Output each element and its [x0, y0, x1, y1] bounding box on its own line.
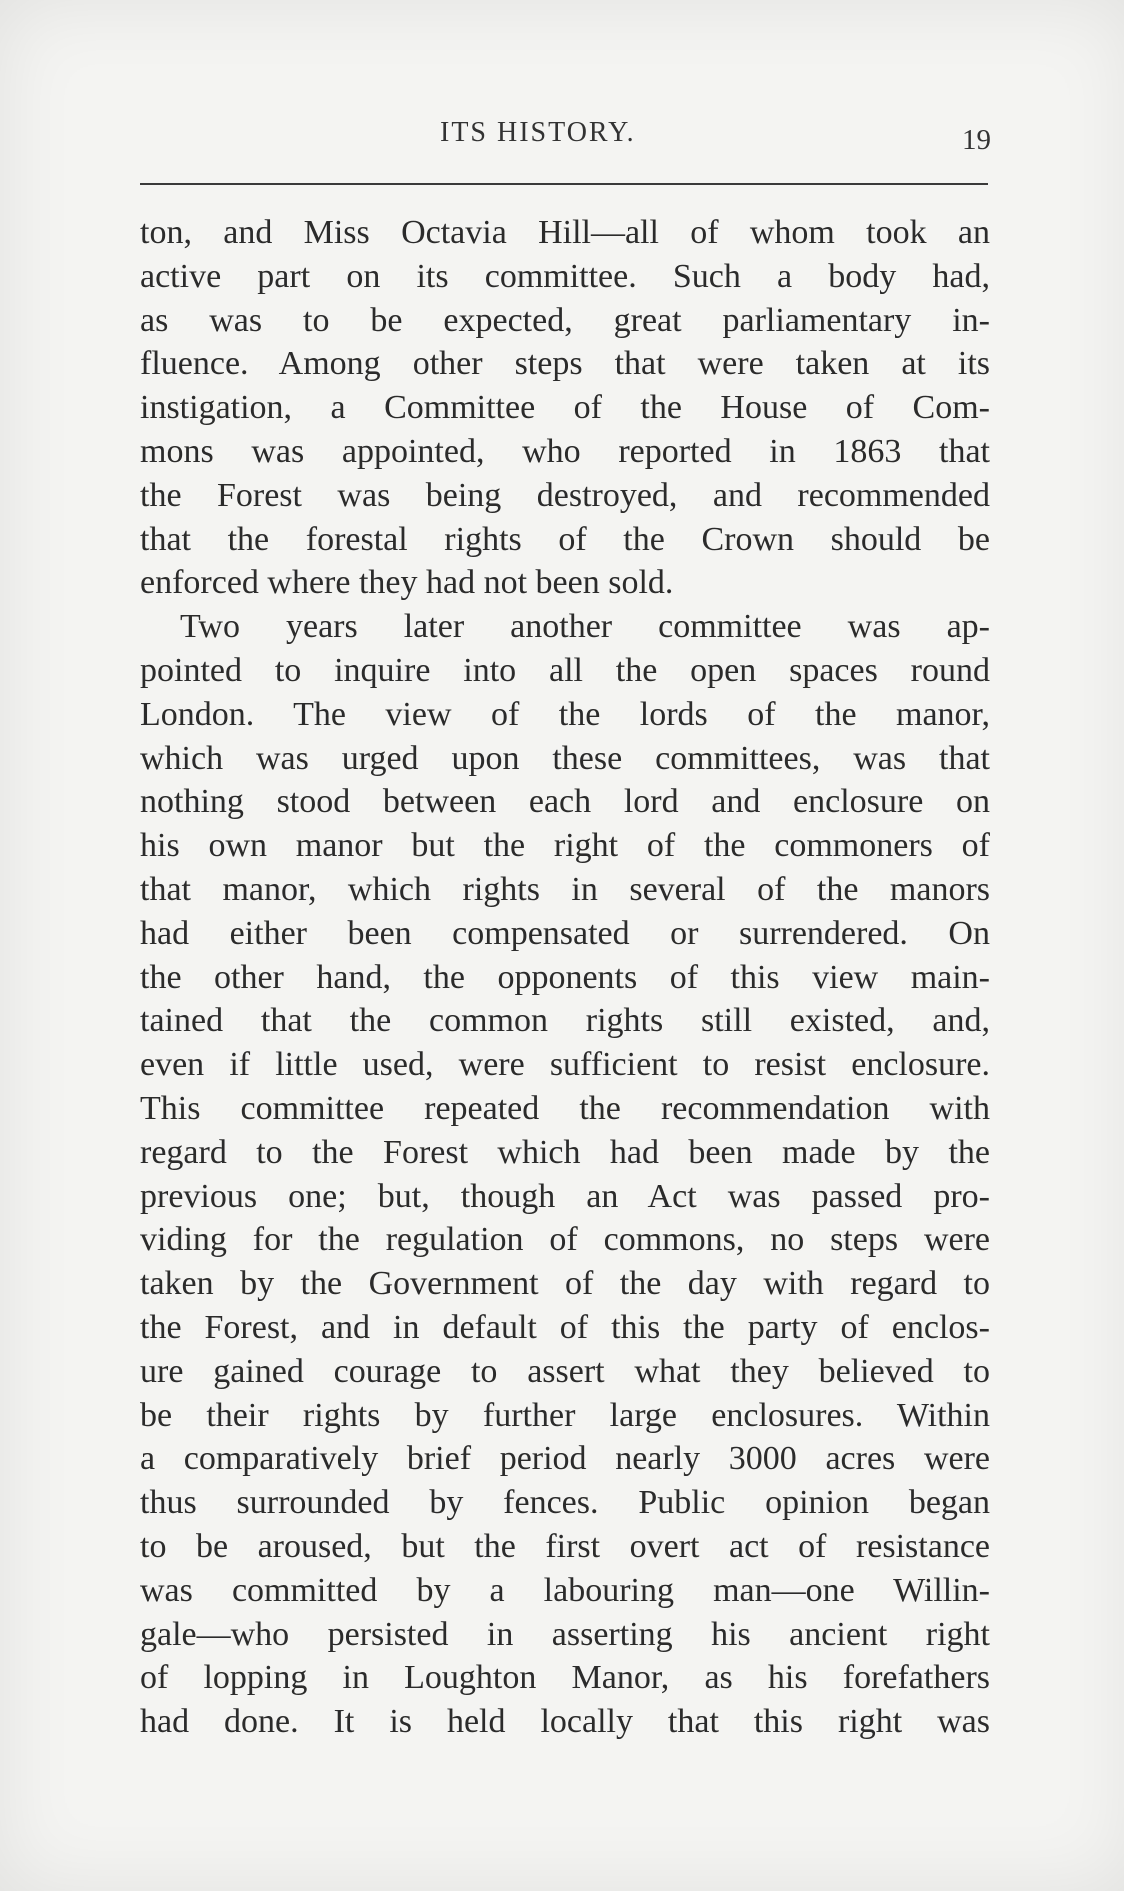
text-line: of lopping in Loughton Manor, as his forefathers — [140, 1659, 990, 1697]
running-head: ITS HISTORY. — [440, 117, 636, 148]
text-line: enforced where they had not been sold. — [140, 564, 674, 602]
text-line: fluence. Among other steps that were taken at its — [140, 345, 990, 383]
text-line: was committed by a labouring man—one Willin- — [140, 1571, 990, 1609]
text-line: ton, and Miss Octavia Hill—all of whom took an — [140, 214, 990, 251]
text-line: which was urged upon these committees, was that — [140, 739, 990, 777]
text-line: as was to be expected, great parliamentary in- — [140, 301, 990, 339]
text-line: had either been compensated or surrendered. On — [140, 914, 990, 952]
text-line: This committee repeated the recommendation with — [140, 1089, 990, 1127]
text-line: regard to the Forest which had been made by the — [140, 1133, 990, 1171]
body-text — [140, 211, 990, 1744]
header-rule — [140, 183, 988, 185]
text-line: the other hand, the opponents of this view main- — [140, 958, 990, 996]
text-line: his own manor but the right of the commoners of — [140, 827, 990, 865]
text-line: pointed to inquire into all the open spaces round — [140, 651, 990, 689]
text-line: nothing stood between each lord and enclosure on — [140, 783, 990, 821]
text-line: the Forest, and in default of this the party of enclos- — [140, 1308, 990, 1346]
paragraph-first-line: Two years later another committee was ap- — [180, 608, 990, 646]
text-line: viding for the regulation of commons, no steps were — [140, 1221, 990, 1259]
text-line: a comparatively brief period nearly 3000 acres were — [140, 1440, 990, 1478]
text-line: be their rights by further large enclosures. Within — [140, 1396, 990, 1434]
text-line: had done. It is held locally that this right was — [140, 1703, 990, 1741]
text-line: tained that the common rights still existed, and, — [140, 1002, 990, 1040]
text-line: ure gained courage to assert what they believed to — [140, 1352, 990, 1390]
text-line: previous one; but, though an Act was passed pro- — [140, 1177, 990, 1215]
text-line: that the forestal rights of the Crown should be — [140, 520, 990, 558]
text-line: taken by the Government of the day with regard to — [140, 1265, 990, 1303]
text-line: gale—who persisted in asserting his ancient right — [140, 1615, 990, 1653]
text-line: that manor, which rights in several of the manors — [140, 870, 990, 908]
text-line: instigation, a Committee of the House of Com- — [140, 389, 990, 427]
text-line: active part on its committee. Such a body had, — [140, 257, 990, 295]
page-edge — [1124, 0, 1134, 1891]
page-number: 19 — [962, 124, 991, 156]
text-line: even if little used, were sufficient to resist enclosure. — [140, 1046, 990, 1084]
text-line: London. The view of the lords of the manor, — [140, 695, 990, 733]
text-line: mons was appointed, who reported in 1863 that — [140, 432, 990, 470]
text-line: to be aroused, but the first overt act of resistance — [140, 1527, 990, 1565]
text-line: thus surrounded by fences. Public opinion began — [140, 1484, 990, 1522]
text-line: the Forest was being destroyed, and recommended — [140, 476, 990, 514]
